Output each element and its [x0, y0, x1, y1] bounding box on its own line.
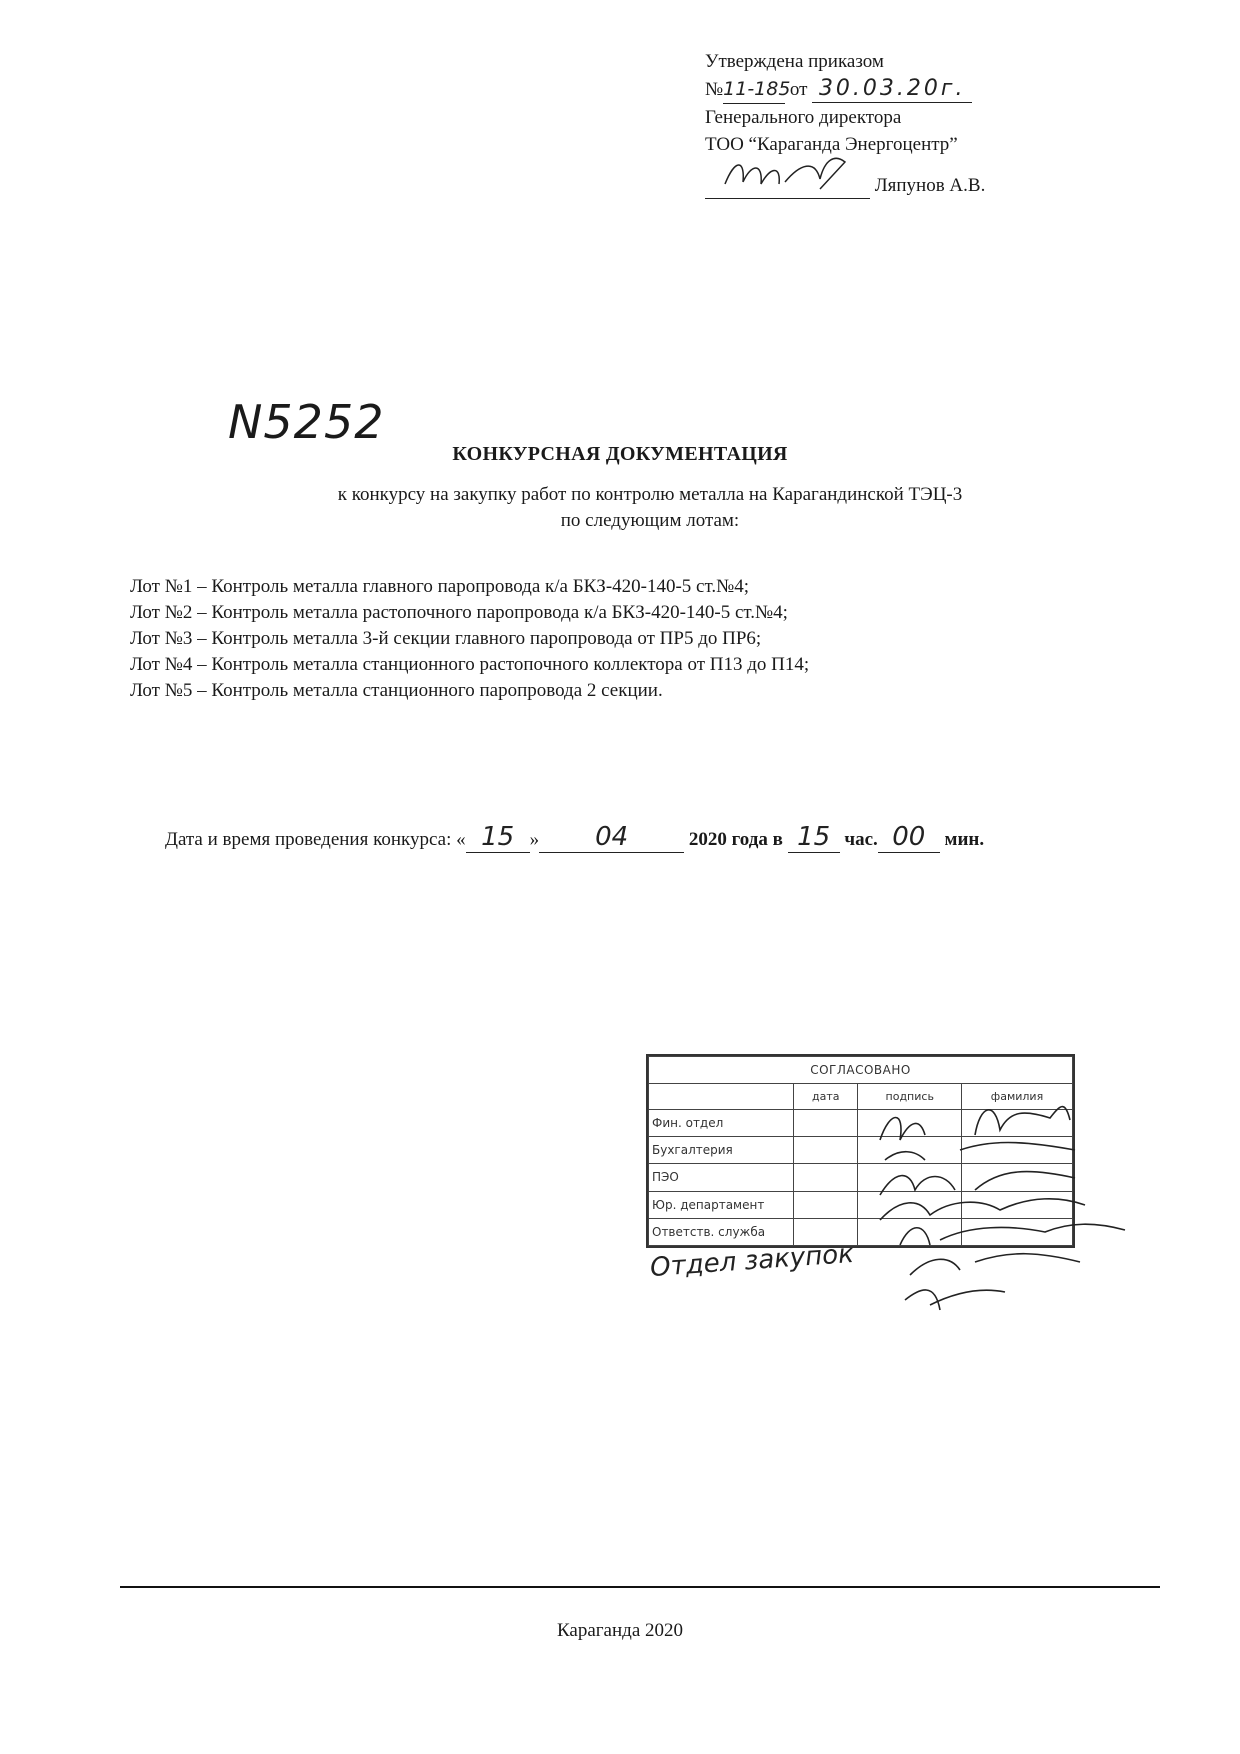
stamp-row	[649, 1109, 1073, 1136]
datetime-label: Дата и время проведения конкурса:	[165, 829, 452, 850]
lot-item: Лот №5 – Контроль металла станционного паропровода 2 секции.	[130, 680, 663, 701]
director-signature	[705, 176, 870, 199]
signature-line	[705, 172, 985, 199]
order-date: 30.03.20г.	[812, 75, 972, 103]
contest-hour: 15	[788, 822, 840, 853]
approval-order-line	[705, 75, 985, 104]
approval-stamp	[646, 1054, 1075, 1248]
stamp-row	[649, 1218, 1073, 1245]
subtitle-line-2: по следующим лотам:	[560, 510, 740, 531]
approval-stamp-table	[648, 1056, 1073, 1246]
close-quote: »	[529, 829, 540, 850]
contest-year: 2020 года в	[688, 829, 783, 850]
document-number: N5252	[228, 395, 385, 449]
stamp-row	[649, 1164, 1073, 1191]
hour-unit: час.	[844, 829, 878, 850]
lot-item: Лот №3 – Контроль металла 3-й секции главного паропровода от ПР5 до ПР6;	[130, 628, 762, 649]
open-quote: «	[456, 829, 466, 850]
stamp-row-label: Ответств. служба	[649, 1218, 794, 1245]
contest-day: 15	[466, 822, 530, 853]
lot-item: Лот №4 – Контроль металла станционного растопочного коллектора от П13 до П14;	[130, 654, 810, 675]
contest-datetime	[165, 822, 984, 853]
document-title: КОНКУРСНАЯ ДОКУМЕНТАЦИЯ	[452, 443, 788, 465]
document-subtitle	[270, 482, 1030, 534]
minute-unit: мин.	[944, 829, 985, 850]
stamp-column-signature: подпись	[858, 1084, 962, 1110]
handwritten-procurement-dept: Отдел закупок	[649, 1238, 855, 1284]
approval-line-4: ТОО “Караганда Энергоцентр”	[705, 134, 958, 155]
lot-item: Лот №1 – Контроль металла главного паропровода к/а БКЗ-420-140-5 ст.№4;	[130, 576, 750, 597]
order-date-prefix: от	[789, 79, 808, 100]
stamp-column-date: дата	[794, 1084, 858, 1110]
contest-minute: 00	[878, 822, 940, 853]
subtitle-line-1: к конкурсу на закупку работ по контролю металла на Карагандинской ТЭЦ-3	[337, 484, 963, 505]
stamp-row	[649, 1191, 1073, 1218]
signer-name: Ляпунов А.В.	[874, 175, 986, 196]
stamp-row-label: Юр. департамент	[649, 1191, 794, 1218]
stamp-row-label: ПЭО	[649, 1164, 794, 1191]
order-number-prefix: №	[705, 79, 724, 100]
stamp-row	[649, 1137, 1073, 1164]
stamp-header: СОГЛАСОВАНО	[649, 1057, 1073, 1084]
stamp-column-surname: фамилия	[962, 1084, 1073, 1110]
approval-block	[705, 48, 985, 199]
lots-list	[130, 574, 809, 704]
contest-month: 04	[539, 822, 684, 853]
footer-divider	[120, 1586, 1160, 1588]
footer-city-year: Караганда 2020	[556, 1620, 684, 1641]
stamp-row-label: Бухгалтерия	[649, 1137, 794, 1164]
order-number: 11-185	[723, 76, 785, 104]
approval-line-1: Утверждена приказом	[705, 51, 884, 72]
approval-line-3: Генерального директора	[705, 107, 902, 128]
stamp-row-label: Фин. отдел	[649, 1109, 794, 1136]
lot-item: Лот №2 – Контроль металла растопочного паропровода к/а БКЗ-420-140-5 ст.№4;	[130, 602, 788, 623]
